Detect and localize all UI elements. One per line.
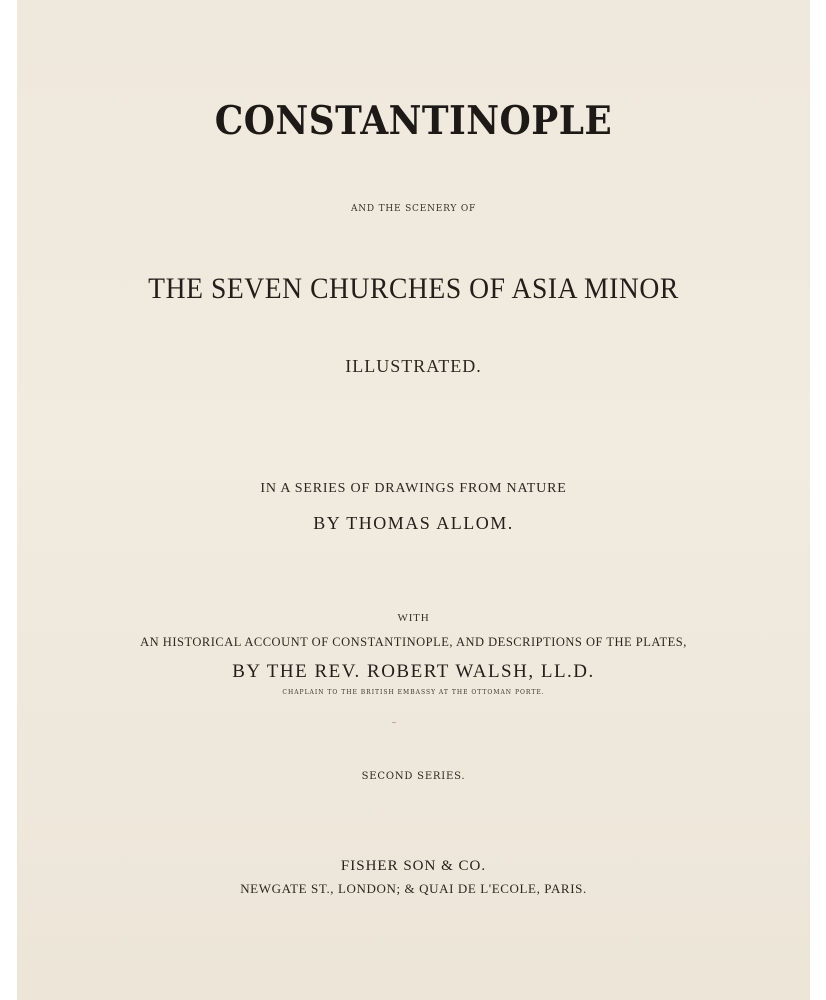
subtitle-small: AND THE SCENERY OF <box>350 204 477 214</box>
account-line: AN HISTORICAL ACCOUNT OF CONSTANTINOPLE, AND DESCRIPTIONS OF THE PLATES, <box>140 635 687 649</box>
edition-label: SECOND SERIES. <box>361 771 466 782</box>
publisher-name: FISHER SON & CO. <box>340 858 487 874</box>
artist-credit: BY THOMAS ALLOM. <box>313 513 514 533</box>
with-label: WITH <box>397 612 430 624</box>
book-title: CONSTANTINOPLE <box>214 98 613 144</box>
page-speck <box>392 722 396 723</box>
title-page <box>17 0 810 1000</box>
series-line: IN A SERIES OF DRAWINGS FROM NATURE <box>260 481 567 496</box>
author-credit: BY THE REV. ROBERT WALSH, LL.D. <box>232 661 595 682</box>
subtitle-main: THE SEVEN CHURCHES OF ASIA MINOR <box>148 272 679 305</box>
illustrated-label: ILLUSTRATED. <box>345 356 482 376</box>
author-title: CHAPLAIN TO THE BRITISH EMBASSY AT THE OTTOMAN PORTE. <box>282 689 545 696</box>
publisher-address: NEWGATE ST., LONDON; & QUAI DE L'ECOLE, PARIS. <box>240 881 587 896</box>
